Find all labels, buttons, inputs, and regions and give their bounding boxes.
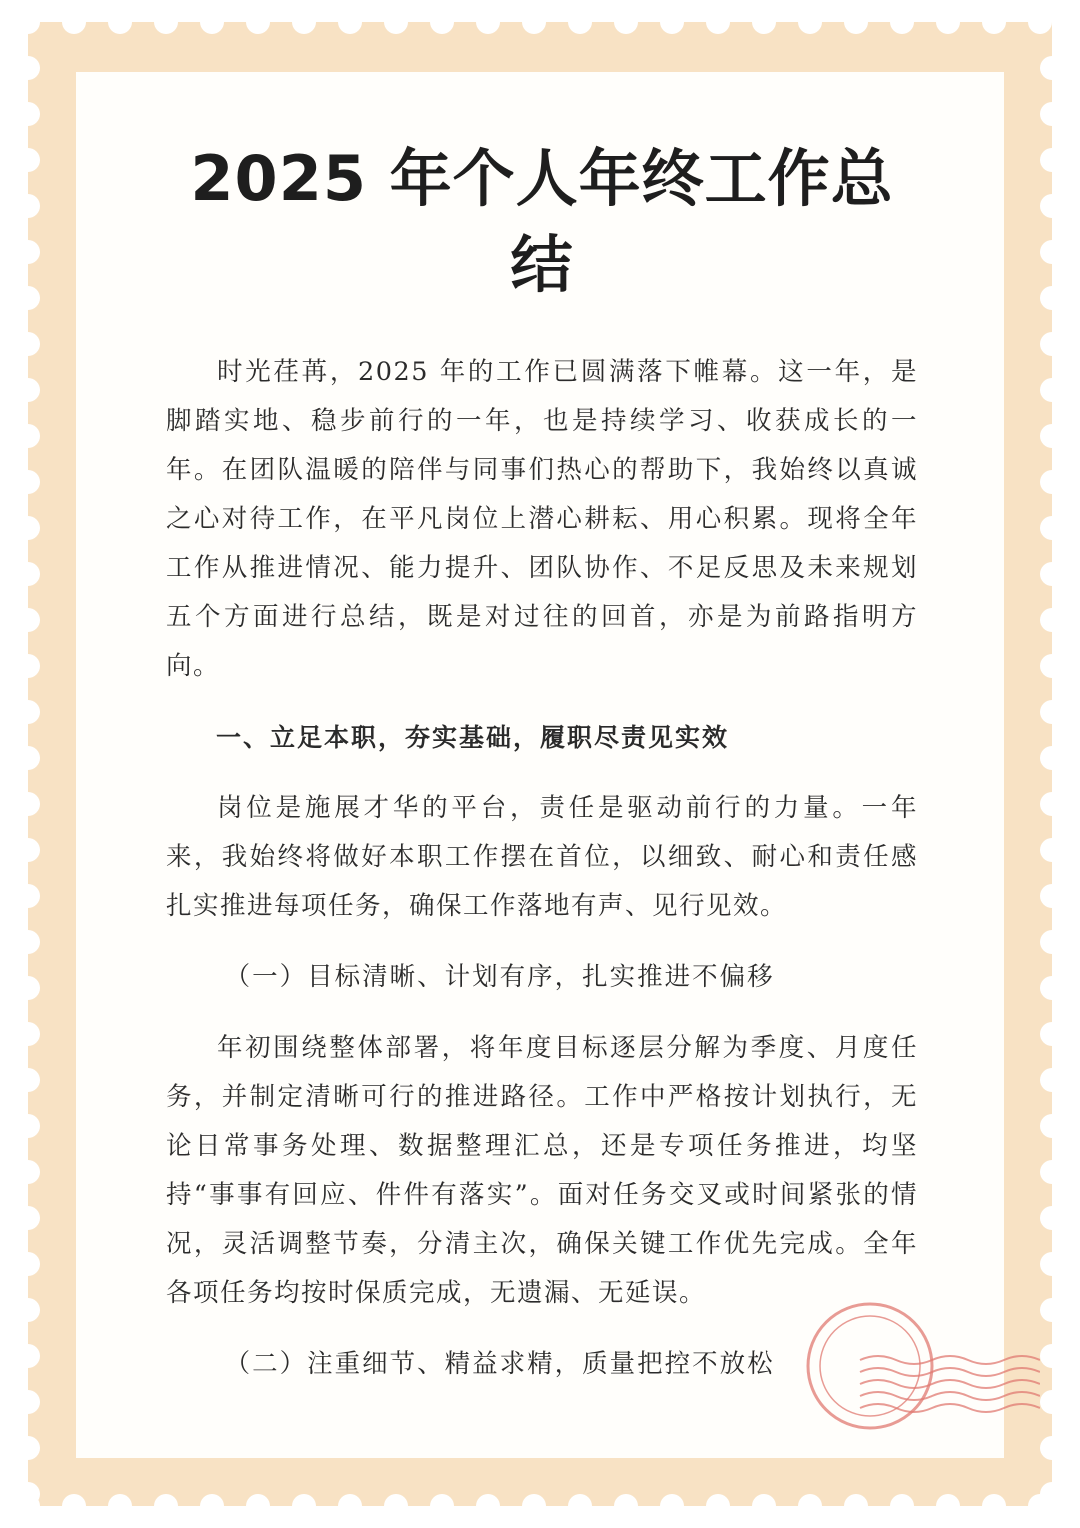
perforation-hole bbox=[522, 1494, 546, 1518]
perforation-hole bbox=[16, 746, 40, 770]
perforation-hole bbox=[16, 792, 40, 816]
perforation-hole bbox=[16, 516, 40, 540]
subsection-2-heading: （二）注重细节、精益求精，质量把控不放松 bbox=[224, 1349, 775, 1379]
perforation-hole bbox=[16, 838, 40, 862]
perforation-hole bbox=[62, 1494, 86, 1518]
perforation-hole bbox=[1040, 56, 1064, 80]
perforation-hole bbox=[16, 930, 40, 954]
subsection-1-paragraph: 年初围绕整体部署，将年度目标逐层分解为季度、月度任务，并制定清晰可行的推进路径。工作中严格按计划执行，无论日常事务处理、数据整理汇总，还是专项任务推进，均坚持“事事有回应、件件有落实”。面对任务交叉或时间紧张的情况，灵活调整节奏，分清主次，确保关键工作优先完成。全年各项任务均按时保质完成，无遗漏、无延误。 bbox=[166, 1033, 918, 1308]
perforation-hole bbox=[1040, 1252, 1064, 1276]
perforation-hole bbox=[1040, 792, 1064, 816]
page-title: 2025 年个人年终工作总结 bbox=[190, 142, 894, 301]
perforation-hole bbox=[292, 10, 316, 34]
perforation-hole bbox=[706, 1494, 730, 1518]
perforation-hole bbox=[1040, 746, 1064, 770]
perforation-hole bbox=[568, 10, 592, 34]
perforation-hole bbox=[1040, 608, 1064, 632]
section-1-paragraph: 岗位是施展才华的平台，责任是驱动前行的力量。一年来，我始终将做好本职工作摆在首位，以细致、耐心和责任感扎实推进每项任务，确保工作落地有声、见行见效。 bbox=[166, 793, 918, 921]
perforation-hole bbox=[706, 10, 730, 34]
perforation-hole bbox=[1040, 378, 1064, 402]
perforation-hole bbox=[1040, 1482, 1064, 1506]
perforation-hole bbox=[1040, 148, 1064, 172]
perforation-hole bbox=[430, 1494, 454, 1518]
perforation-hole bbox=[16, 976, 40, 1000]
perforation-hole bbox=[16, 286, 40, 310]
perforation-hole bbox=[16, 1298, 40, 1322]
perforation-hole bbox=[982, 1494, 1006, 1518]
intro-paragraph: 时光荏苒，2025 年的工作已圆满落下帷幕。这一年，是脚踏实地、稳步前行的一年，也是持续学习、收获成长的一年。在团队温暖的陪伴与同事们热心的帮助下，我始终以真诚之心对待工作，在平凡岗位上潜心耕耘、用心积累。现将全年工作从推进情况、能力提升、团队协作、不足反思及未来规划五个方面进行总结，既是对过往的回首，亦是为前路指明方向。 bbox=[166, 357, 918, 681]
perforation-hole bbox=[16, 378, 40, 402]
document-body bbox=[166, 136, 918, 1411]
perforation-hole bbox=[384, 10, 408, 34]
perforation-hole bbox=[16, 240, 40, 264]
perforation-hole bbox=[1040, 976, 1064, 1000]
perforation-hole bbox=[1040, 1160, 1064, 1184]
perforation-hole bbox=[1040, 1390, 1064, 1414]
perforation-hole bbox=[1040, 286, 1064, 310]
perforation-hole bbox=[1040, 838, 1064, 862]
perforation-hole bbox=[476, 10, 500, 34]
perforation-hole bbox=[16, 1436, 40, 1460]
perforation-hole bbox=[16, 470, 40, 494]
perforation-hole bbox=[1040, 332, 1064, 356]
perforation-hole bbox=[1040, 654, 1064, 678]
perforation-hole bbox=[798, 10, 822, 34]
perforation-hole bbox=[200, 1494, 224, 1518]
perforation-hole bbox=[660, 10, 684, 34]
perforation-hole bbox=[246, 10, 270, 34]
perforation-hole bbox=[936, 1494, 960, 1518]
subsection-1-heading: （一）目标清晰、计划有序，扎实推进不偏移 bbox=[224, 962, 775, 992]
perforation-hole bbox=[522, 10, 546, 34]
perforation-hole bbox=[430, 10, 454, 34]
perforation-hole bbox=[1040, 1206, 1064, 1230]
perforation-hole bbox=[1040, 1068, 1064, 1092]
perforation-hole bbox=[752, 10, 776, 34]
postmark-stamp-icon bbox=[800, 1296, 1040, 1456]
perforation-hole bbox=[16, 608, 40, 632]
perforation-hole bbox=[1040, 1344, 1064, 1368]
perforation-hole bbox=[1040, 516, 1064, 540]
perforation-hole bbox=[108, 10, 132, 34]
perforation-hole bbox=[752, 1494, 776, 1518]
perforation-hole bbox=[292, 1494, 316, 1518]
perforation-hole bbox=[1040, 1436, 1064, 1460]
section-1-heading: 一、立足本职，夯实基础，履职尽责见实效 bbox=[216, 723, 730, 752]
perforation-hole bbox=[246, 1494, 270, 1518]
perforation-hole bbox=[108, 1494, 132, 1518]
perforation-hole bbox=[568, 1494, 592, 1518]
perforation-hole bbox=[338, 10, 362, 34]
perforation-hole bbox=[16, 1344, 40, 1368]
perforation-hole bbox=[1040, 470, 1064, 494]
perforation-hole bbox=[614, 1494, 638, 1518]
perforation-hole bbox=[16, 700, 40, 724]
perforation-hole bbox=[16, 562, 40, 586]
perforation-hole bbox=[890, 1494, 914, 1518]
perforation-hole bbox=[16, 56, 40, 80]
perforation-hole bbox=[1040, 700, 1064, 724]
perforation-hole bbox=[16, 332, 40, 356]
perforation-hole bbox=[16, 148, 40, 172]
perforation-hole bbox=[16, 1206, 40, 1230]
perforation-hole bbox=[1040, 1298, 1064, 1322]
perforation-hole bbox=[1040, 424, 1064, 448]
perforation-hole bbox=[844, 1494, 868, 1518]
perforation-hole bbox=[154, 1494, 178, 1518]
perforation-hole bbox=[200, 10, 224, 34]
perforation-hole bbox=[338, 1494, 362, 1518]
perforation-hole bbox=[154, 10, 178, 34]
perforation-hole bbox=[16, 1068, 40, 1092]
perforation-hole bbox=[660, 1494, 684, 1518]
perforation-hole bbox=[936, 10, 960, 34]
perforation-hole bbox=[1040, 240, 1064, 264]
perforation-hole bbox=[16, 1390, 40, 1414]
perforation-hole bbox=[798, 1494, 822, 1518]
perforation-hole bbox=[16, 102, 40, 126]
perforation-hole bbox=[16, 1022, 40, 1046]
perforation-hole bbox=[476, 1494, 500, 1518]
perforation-hole bbox=[1040, 884, 1064, 908]
perforation-hole bbox=[1028, 10, 1052, 34]
perforation-hole bbox=[16, 654, 40, 678]
perforation-hole bbox=[1040, 102, 1064, 126]
perforation-hole bbox=[1040, 930, 1064, 954]
perforation-hole bbox=[1040, 1022, 1064, 1046]
perforation-hole bbox=[16, 1482, 40, 1506]
perforation-hole bbox=[614, 10, 638, 34]
perforation-hole bbox=[982, 10, 1006, 34]
perforation-hole bbox=[1040, 194, 1064, 218]
perforation-hole bbox=[890, 10, 914, 34]
perforation-hole bbox=[16, 194, 40, 218]
perforation-hole bbox=[1040, 1114, 1064, 1138]
perforation-hole bbox=[16, 884, 40, 908]
perforation-hole bbox=[16, 424, 40, 448]
perforation-hole bbox=[844, 10, 868, 34]
perforation-hole bbox=[384, 1494, 408, 1518]
perforation-hole bbox=[16, 1114, 40, 1138]
perforation-hole bbox=[16, 1160, 40, 1184]
perforation-hole bbox=[16, 1252, 40, 1276]
perforation-hole bbox=[1040, 562, 1064, 586]
perforation-hole bbox=[16, 10, 40, 34]
perforation-hole bbox=[62, 10, 86, 34]
